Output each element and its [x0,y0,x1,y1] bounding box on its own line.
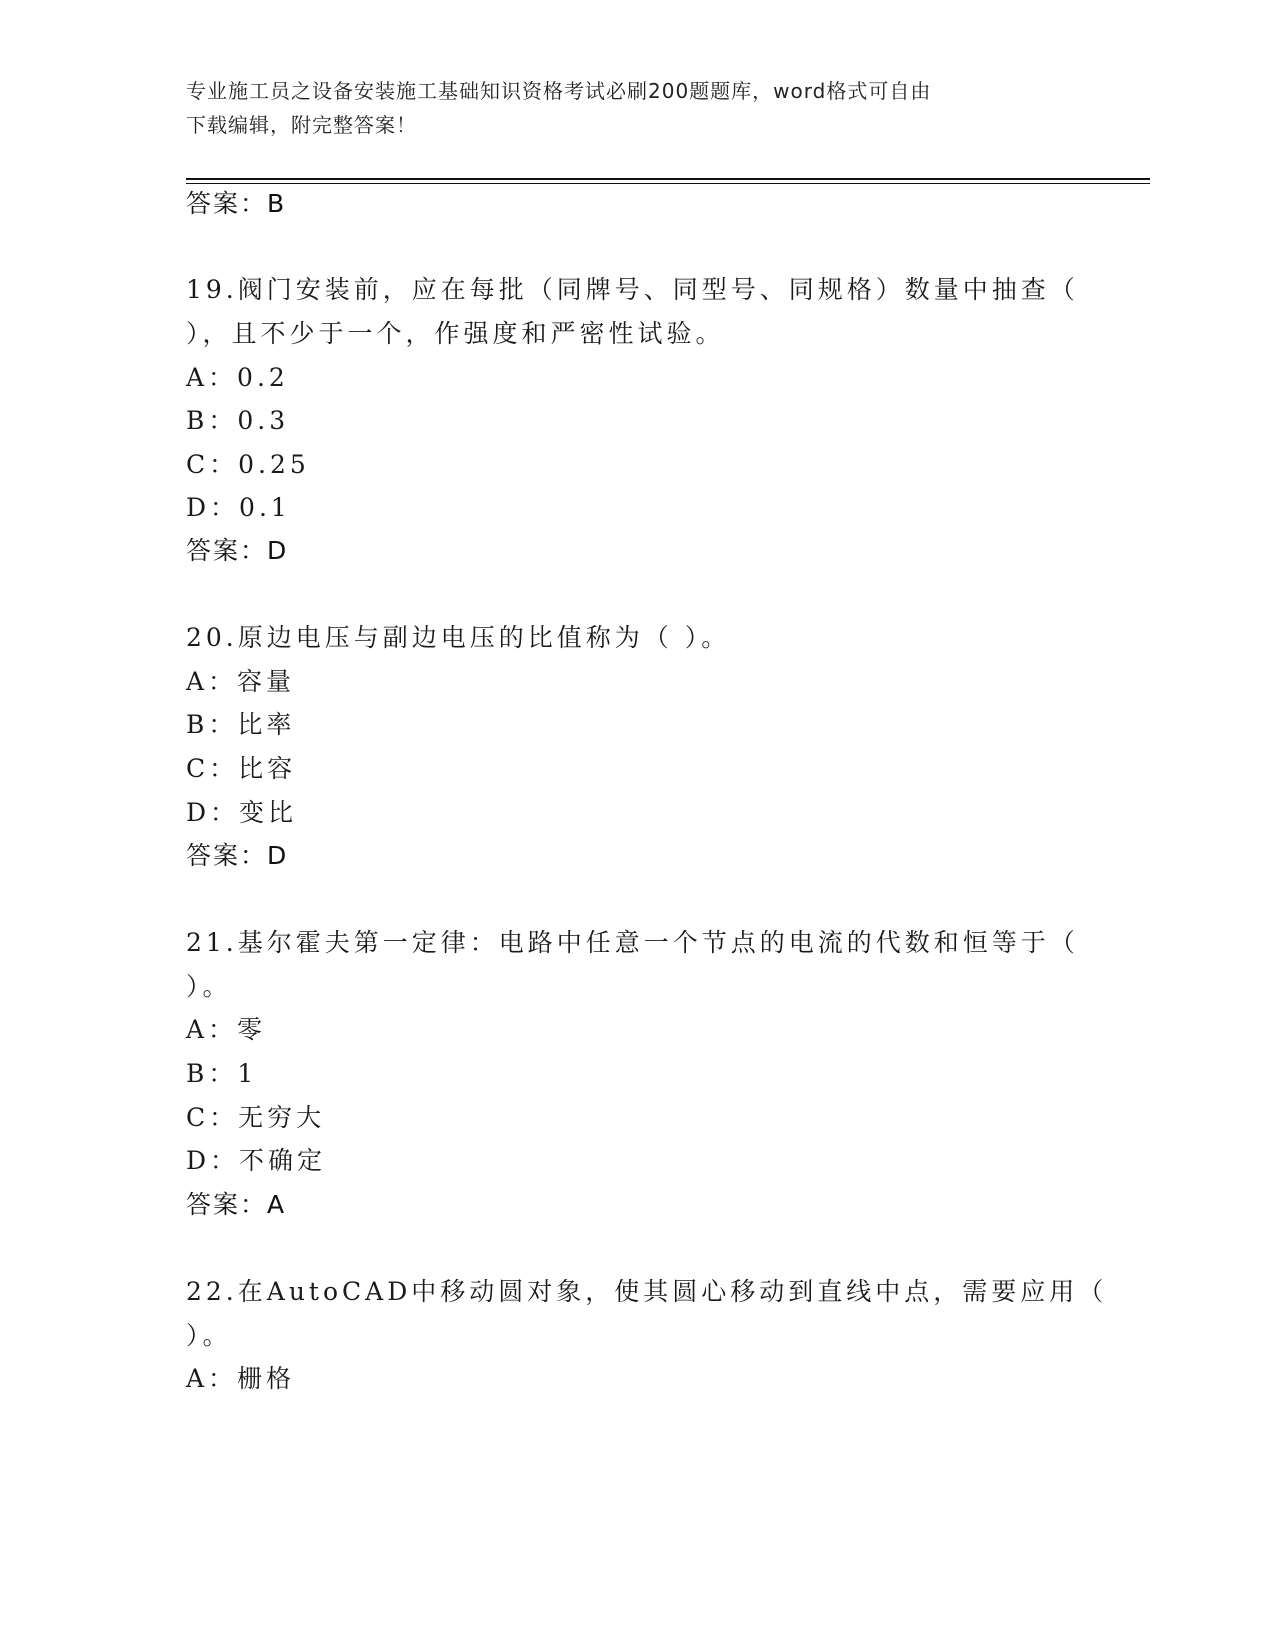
question-19-stem-2: ），且不少于一个，作强度和严密性试验。 [186,319,725,348]
question-20-option-b: B：比率 [186,710,296,739]
header-line-2: 下载编辑，附完整答案！ [186,113,417,137]
question-20-stem-1: 20.原边电压与副边电压的比值称为（ ）。 [186,623,731,652]
question-22-stem-1: 22.在AutoCAD中移动圆对象，使其圆心移动到直线中点，需要应用（ [186,1277,1108,1306]
question-21-option-c: C：无穷大 [186,1103,326,1132]
question-20-option-a: A：容量 [186,667,296,696]
question-20-option-c: C：比容 [186,754,297,783]
question-22-stem-2: ）。 [186,1321,232,1350]
header-rule-thin [186,183,1150,184]
question-20-answer: 答案：D [186,841,289,870]
header-line-1: 专业施工员之设备安装施工基础知识资格考试必刷200题题库，word格式可自由 [186,79,932,103]
question-19-option-b: B：0.3 [186,406,290,435]
question-21-option-b: B：1 [186,1059,258,1088]
question-19-option-a: A：0.2 [186,363,289,392]
question-20-option-d: D：变比 [186,798,298,827]
question-21-answer: 答案：A [186,1190,287,1219]
question-21-option-a: A：零 [186,1015,267,1044]
question-21-stem-2: ）。 [186,972,232,1001]
question-19-option-c: C：0.25 [186,450,310,479]
answer-prev: 答案：B [186,189,287,218]
question-19-answer: 答案：D [186,536,289,565]
question-21-option-d: D：不确定 [186,1146,327,1175]
question-19-option-d: D：0.1 [186,493,291,522]
question-21-stem-1: 21.基尔霍夫第一定律：电路中任意一个节点的电流的代数和恒等于（ [186,928,1079,957]
question-19-stem-1: 19.阀门安装前，应在每批（同牌号、同型号、同规格）数量中抽查（ [186,275,1079,304]
question-22-option-a: A：栅格 [186,1364,296,1393]
header-rule-thick [186,178,1150,180]
document-header [186,74,1066,142]
